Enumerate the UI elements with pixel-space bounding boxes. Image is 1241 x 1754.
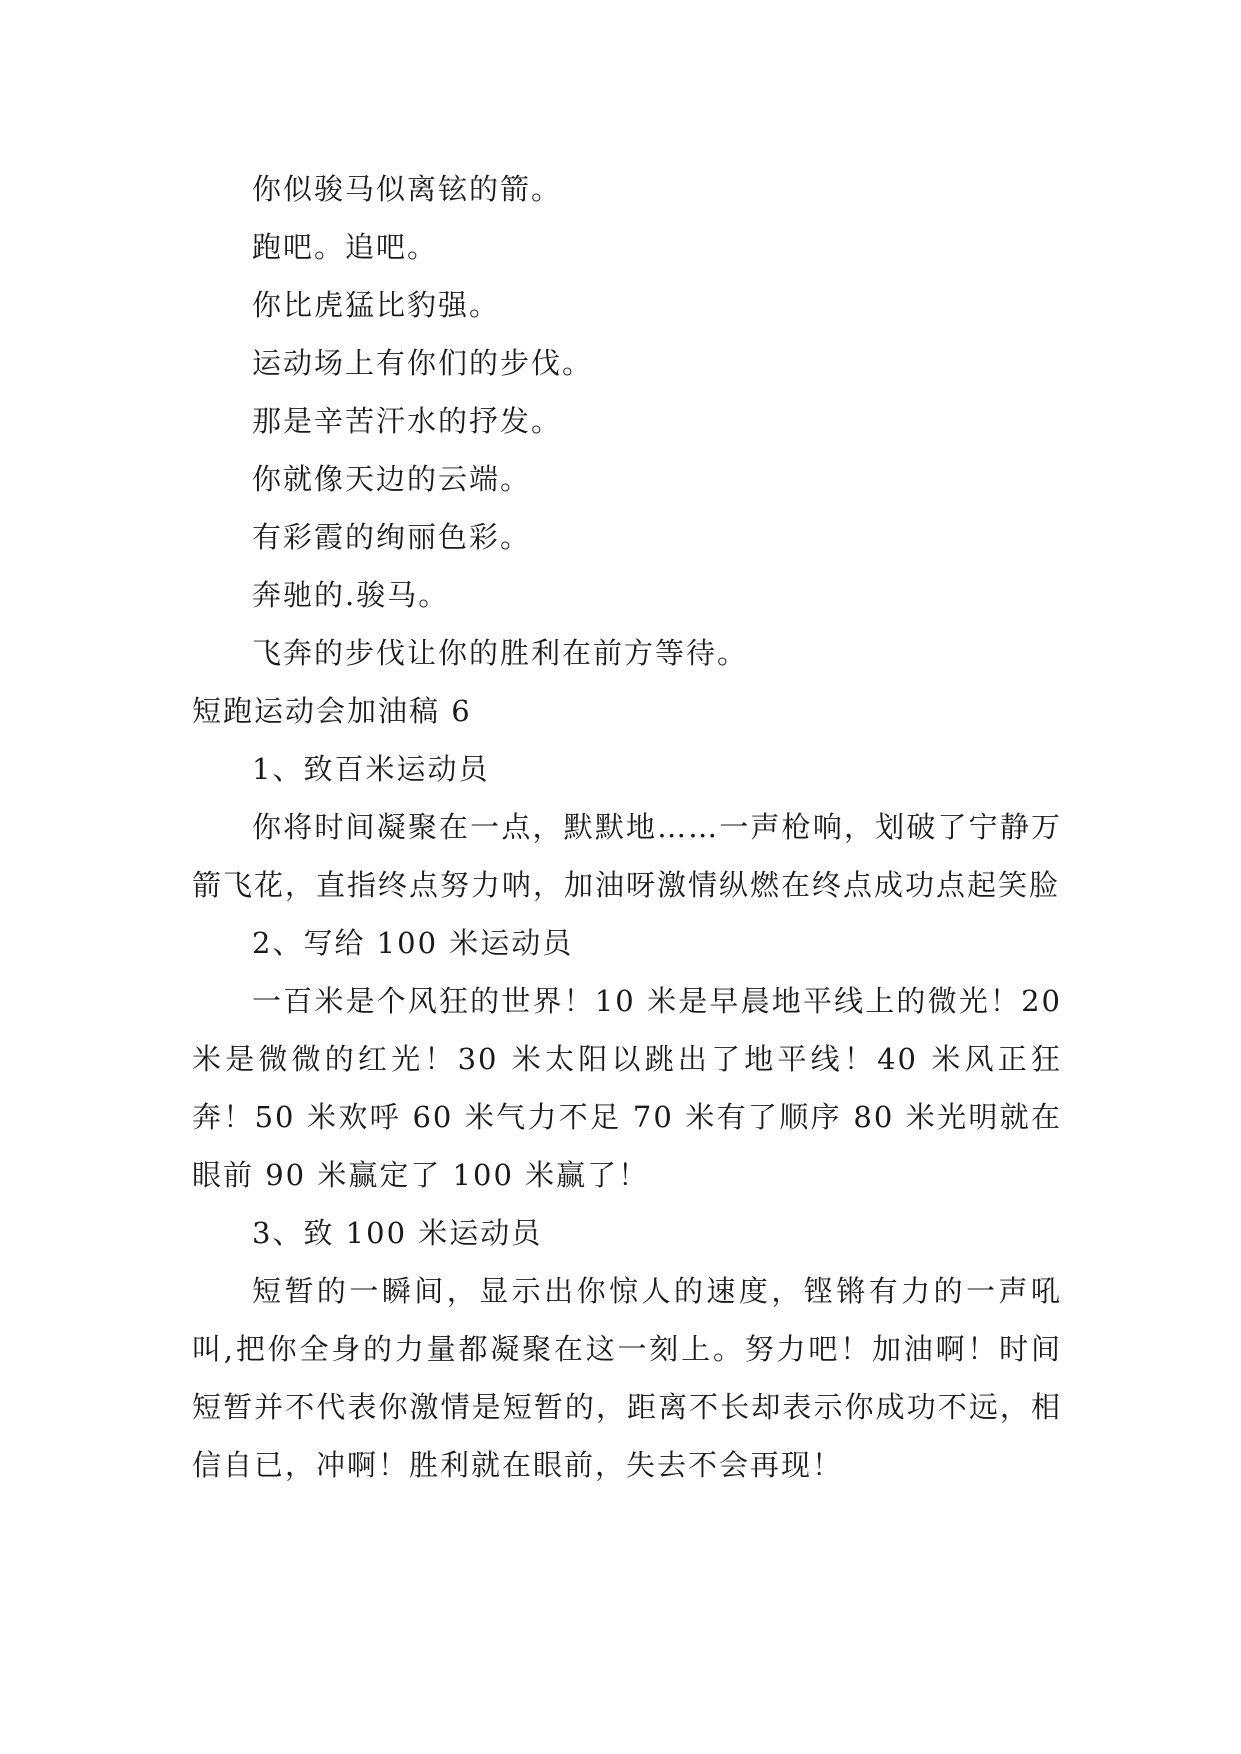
poem-line: 奔驰的.骏马。	[252, 578, 450, 612]
poem-line: 你就像天边的云端。	[252, 462, 532, 496]
poem-line: 那是辛苦汗水的抒发。	[252, 404, 563, 438]
document-body	[192, 160, 1062, 1494]
poem-line: 你似骏马似离铉的箭。	[252, 172, 563, 206]
poem-line: 运动场上有你们的步伐。	[252, 346, 594, 380]
poem-line: 跑吧。追吧。	[252, 230, 439, 264]
poem-line: 你比虎猛比豹强。	[252, 288, 501, 322]
section-title: 短跑运动会加油稿 6	[192, 694, 472, 728]
item-heading: 3、致 100 米运动员	[252, 1216, 543, 1250]
item-body: 短暂的一瞬间，显示出你惊人的速度，铿锵有力的一声吼叫,把你全身的力量都凝聚在这一刻上。努力吧！加油啊！时间短暂并不代表你激情是短暂的，距离不长却表示你成功不远，相信自已，冲啊！胜利就在眼前，失去不会再现！	[192, 1274, 1062, 1482]
item-body: 你将时间凝聚在一点，默默地……一声枪响，划破了宁静万箭飞花，直指终点努力呐，加油呀激情纵燃在终点成功点起笑脸	[192, 810, 1062, 902]
item-heading: 2、写给 100 米运动员	[252, 926, 574, 960]
poem-line: 有彩霞的绚丽色彩。	[252, 520, 532, 554]
item-heading: 1、致百米运动员	[252, 752, 490, 786]
item-body: 一百米是个风狂的世界！10 米是早晨地平线上的微光！20 米是微微的红光！30 米太阳以跳出了地平线！40 米风正狂奔！50 米欢呼 60 米气力不足 70 米有了顺序 80 米光明就在眼前 90 米赢定了 100 米赢了！	[192, 984, 1062, 1192]
poem-line: 飞奔的步伐让你的胜利在前方等待。	[252, 636, 749, 670]
